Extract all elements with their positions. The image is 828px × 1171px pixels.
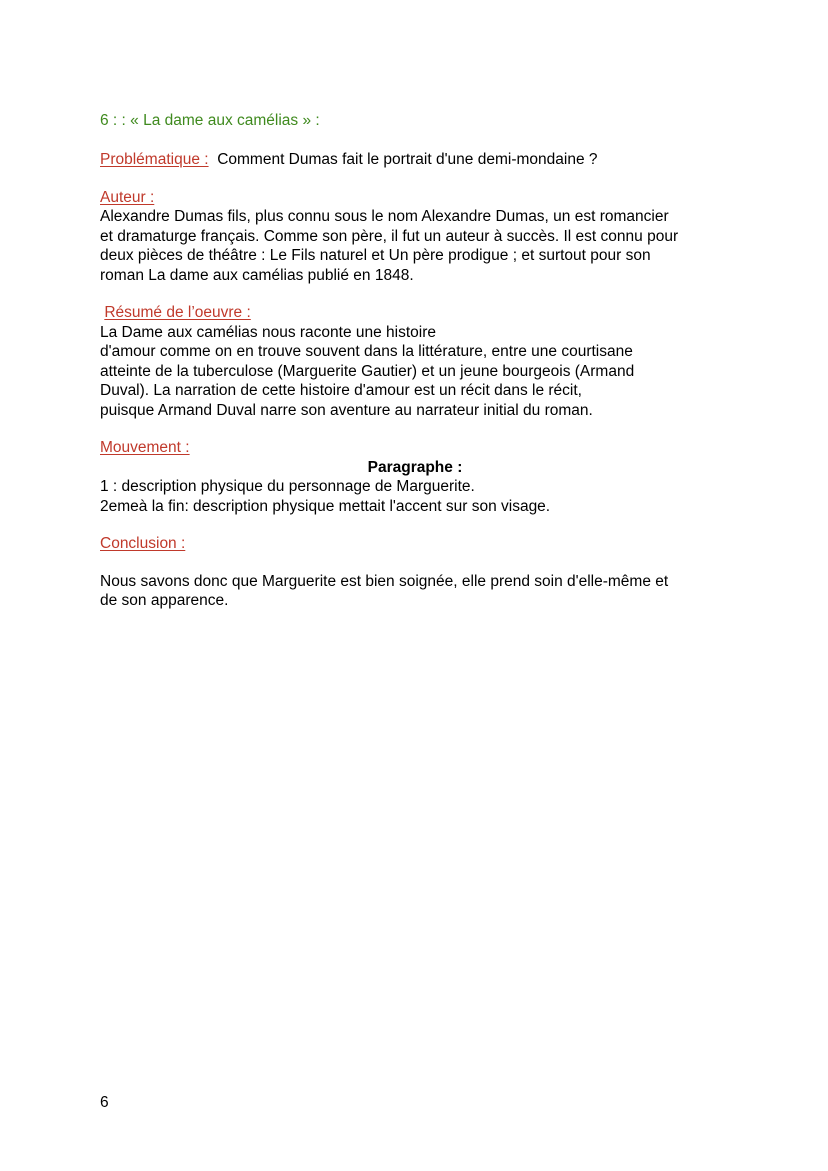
auteur-heading: Auteur : [100,188,155,206]
resume-line: atteinte de la tuberculose (Marguerite Gautier) et un jeune bourgeois (Armand [100,362,635,380]
paragraphe-subheading: Paragraphe : [367,458,463,476]
auteur-line: et dramaturge français. Comme son père, il fut un auteur à succès. Il est connu pour [100,227,679,245]
resume-line: d'amour comme on en trouve souvent dans la littérature, entre une courtisane [100,343,633,360]
problematique-heading: Problématique : [100,151,209,168]
conclusion-line: de son apparence. [100,592,229,609]
auteur-line: Alexandre Dumas fils, plus connu sous le nom Alexandre Dumas, un est romancier [100,208,669,225]
conclusion-heading: Conclusion : [100,535,186,552]
auteur-line: roman La dame aux camélias publié en 1848. [100,266,414,284]
mouvement-heading: Mouvement : [100,439,190,456]
problematique-text: Comment Dumas fait le portrait d'une demi-mondaine ? [217,151,598,168]
mouvement-section [100,438,740,516]
page-number: 6 [100,1094,109,1111]
conclusion-section [100,534,740,611]
auteur-section [100,188,740,286]
resume-line: puisque Armand Duval narre son aventure au narrateur initial du roman. [100,401,593,419]
resume-line: La Dame aux camélias nous raconte une histoire [100,323,437,341]
resume-section [100,303,740,420]
conclusion-line: Nous savons donc que Marguerite est bien soignée, elle prend soin d'elle-même et [100,572,669,590]
document-page [100,110,740,611]
resume-line: Duval). La narration de cette histoire d'amour est un récit dans le récit, [100,382,582,399]
auteur-line: deux pièces de théâtre : Le Fils naturel et Un père prodigue ; et surtout pour son [100,247,651,264]
resume-heading: Résumé de l’oeuvre : [104,304,251,321]
mouvement-line: 2emeà la fin: description physique mettait l'accent sur son visage. [100,497,551,515]
mouvement-line: 1 : description physique du personnage de Marguerite. [100,478,475,495]
document-title: 6 : : « La dame aux camélias » : [100,112,320,129]
problematique-section [100,150,740,170]
